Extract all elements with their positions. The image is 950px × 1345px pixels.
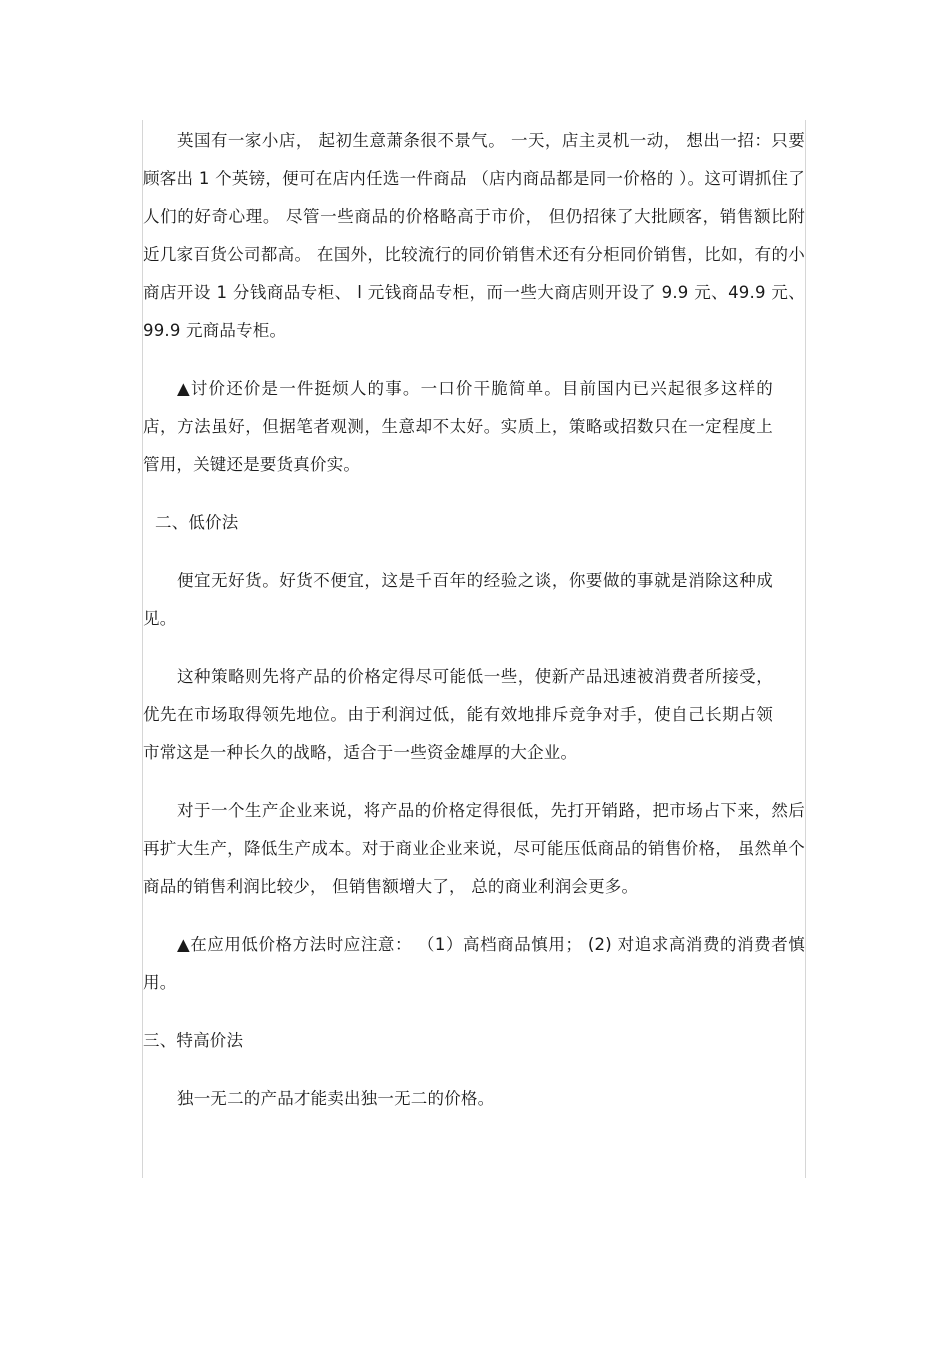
paragraph-low-price-cautions: ▲在应用低价格方法时应注意： （1）高档商品慎用； (2) 对追求高消费的消费者慎用。 bbox=[143, 935, 805, 992]
heading-low-price-method: 二、低价法 bbox=[155, 513, 239, 532]
paragraph-bargaining-note: ▲讨价还价是一件挺烦人的事。一口价干脆简单。目前国内已兴起很多这样的店，方法虽好，但据笔者观测，生意却不太好。实质上，策略或招数只在一定程度上管用，关键还是要货真价实。 bbox=[143, 379, 773, 474]
paragraph-unique-product: 独一无二的产品才能卖出独一无二的价格。 bbox=[177, 1089, 495, 1108]
document-body bbox=[143, 122, 805, 1138]
heading-premium-price-method: 三、特高价法 bbox=[143, 1031, 244, 1050]
paragraph-cheap-no-good: 便宜无好货。好货不便宜，这是千百年的经验之谈，你要做的事就是消除这种成见。 bbox=[143, 571, 773, 628]
paragraph-same-price-shop: 英国有一家小店， 起初生意萧条很不景气。 一天，店主灵机一动， 想出一招：只要顾客出 1 个英镑，便可在店内任选一件商品 （店内商品都是同一价格的 ）。这可谓抓住了人们的好奇心理。 尽管一些商品的价格略高于市价， 但仍招徕了大批顾客，销售额比附近几家百货公司都高。 在国外，比较流行的同价销售术还有分柜同价销售，比如，有的小商店开设 1 分钱商品专柜、 l 元钱商品专柜，而一些大商店则开设了 9.9 元、49.9 元、99.9 元商品专柜。 bbox=[143, 131, 805, 340]
paragraph-low-price-strategy: 这种策略则先将产品的价格定得尽可能低一些，使新产品迅速被消费者所接受，优先在市场取得领先地位。由于利润过低，能有效地排斥竞争对手，使自己长期占领市常这是一种长久的战略，适合于一些资金雄厚的大企业。 bbox=[143, 667, 773, 762]
paragraph-production-enterprise: 对于一个生产企业来说，将产品的价格定得很低，先打开销路，把市场占下来，然后再扩大生产，降低生产成本。对于商业企业来说，尽可能压低商品的销售价格， 虽然单个商品的销售利润比较少， 但销售额增大了， 总的商业利润会更多。 bbox=[143, 801, 805, 896]
